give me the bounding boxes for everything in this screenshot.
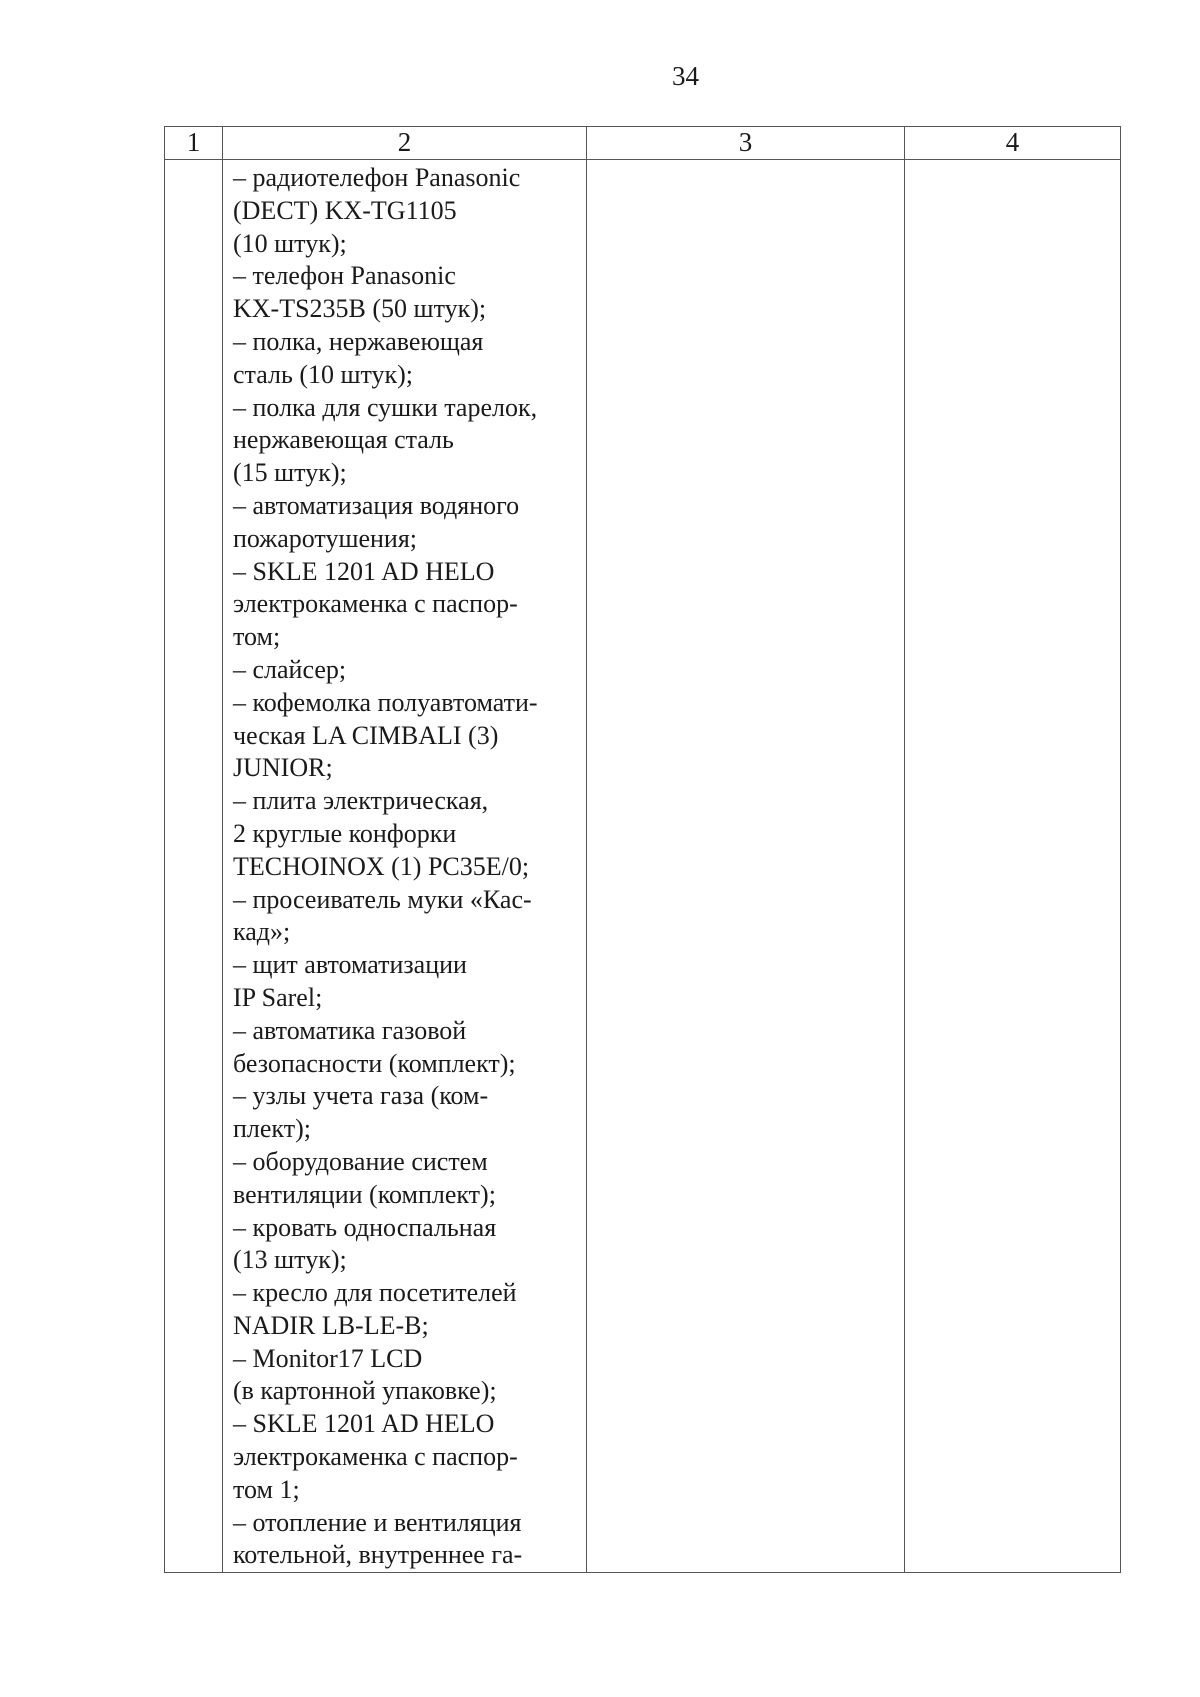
list-item: – отопление и вентиляция — [233, 1507, 522, 1537]
list-item: – полка для сушки тарелок, — [233, 392, 538, 422]
list-item: – радиотелефон Panasonic — [233, 163, 521, 192]
list-item: вентиляции (комплект); — [233, 1179, 496, 1209]
list-item: KX-TS235B (50 штук); — [233, 294, 487, 324]
list-item: электрокаменка с паспор- — [233, 1442, 518, 1472]
list-item: (DECT) KX-TG1105 — [233, 195, 457, 225]
column-header-1: 1 — [165, 127, 223, 160]
list-item: – кровать односпальная — [233, 1212, 497, 1242]
list-item: TECHOINOX (1) PC35E/0; — [233, 851, 530, 881]
cell-col-4 — [905, 160, 1121, 1573]
list-item: – SKLE 1201 AD HELO — [233, 556, 495, 586]
column-header-2: 2 — [223, 127, 587, 160]
list-item: – кофемолка полуавтомати- — [233, 687, 538, 717]
cell-col-3 — [587, 160, 905, 1573]
list-item: пожаротушения; — [233, 523, 418, 553]
list-item: (15 штук); — [233, 458, 347, 488]
list-item: – телефон Panasonic — [233, 261, 456, 291]
list-item: 2 круглые конфорки — [233, 818, 457, 848]
list-item: IP Sarel; — [233, 982, 323, 1012]
list-item: – просеиватель муки «Кас- — [233, 884, 532, 914]
list-item: – автоматизация водяного — [233, 490, 520, 520]
list-item: – полка, нержавеющая — [233, 326, 484, 356]
list-item: – автоматика газовой — [233, 1015, 467, 1045]
list-item: (13 штук); — [233, 1245, 347, 1275]
list-item: NADIR LB-LE-B; — [233, 1310, 429, 1340]
list-item: – оборудование систем — [233, 1146, 488, 1176]
table-row — [165, 160, 1121, 1573]
list-item: безопасности (комплект); — [233, 1048, 516, 1078]
list-item: нержавеющая сталь — [233, 425, 454, 455]
page-number: 34 — [672, 61, 699, 91]
list-item: котельной, внутреннее га- — [233, 1540, 523, 1570]
column-header-4: 4 — [905, 127, 1121, 160]
table-header-row — [165, 127, 1121, 160]
list-item: – Monitor17 LCD — [233, 1343, 423, 1373]
list-item: плект); — [233, 1114, 311, 1144]
document-table — [164, 126, 1121, 1573]
list-item: – SKLE 1201 AD HELO — [233, 1409, 495, 1439]
list-item: электрокаменка с паспор- — [233, 589, 518, 619]
list-item: том; — [233, 622, 281, 652]
list-item: – щит автоматизации — [233, 950, 467, 980]
list-item: (10 штук); — [233, 228, 347, 258]
list-item: (в картонной упаковке); — [233, 1376, 497, 1406]
list-item: – узлы учета газа (ком- — [233, 1081, 489, 1111]
list-item: сталь (10 штук); — [233, 359, 414, 389]
list-item: – плита электрическая, — [233, 786, 489, 816]
list-item: ческая LA CIMBALI (3) — [233, 720, 499, 750]
list-item: кад»; — [233, 917, 291, 947]
cell-col-1 — [165, 160, 223, 1573]
list-item: – кресло для посетителей — [233, 1278, 517, 1308]
list-item: – слайсер; — [233, 654, 347, 684]
list-item: том 1; — [233, 1474, 300, 1504]
list-item: JUNIOR; — [233, 753, 333, 783]
cell-col-2-equipment-list — [223, 160, 587, 1573]
column-header-3: 3 — [587, 127, 905, 160]
